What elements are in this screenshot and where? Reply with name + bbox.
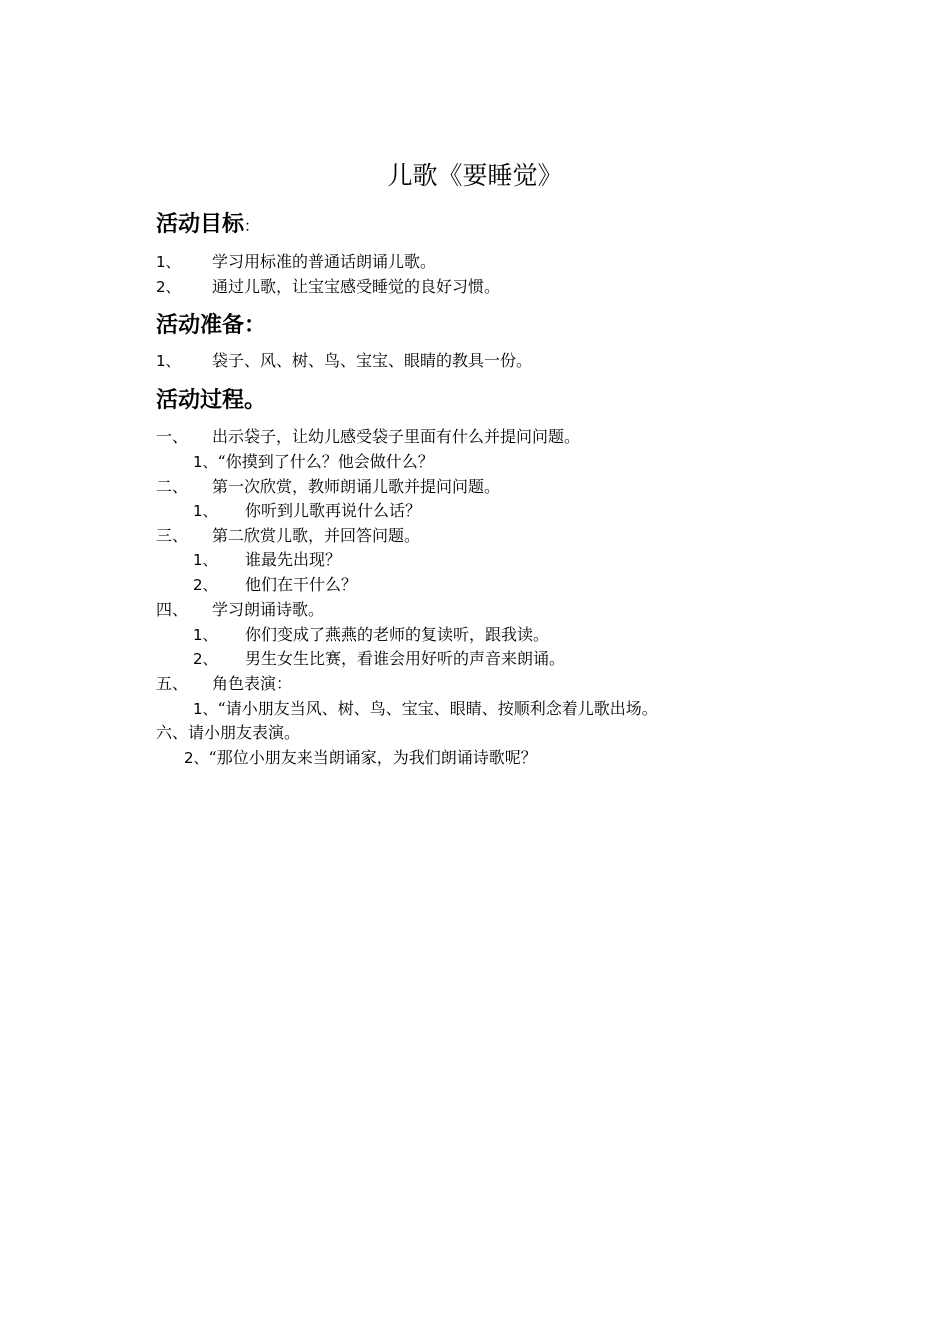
process-substep-text: “你摸到了什么？他会做什么？ bbox=[217, 452, 434, 471]
goals-item-number: 2、 bbox=[156, 278, 181, 296]
goals-heading-text: 活动目标 bbox=[156, 212, 245, 237]
goals-item bbox=[156, 276, 500, 298]
prep-heading: 活动准备： bbox=[156, 313, 267, 338]
process-substep-text: 他们在干什么？ bbox=[245, 575, 358, 594]
process-step-number: 二、 bbox=[156, 477, 189, 496]
process-substep bbox=[193, 549, 341, 571]
process-substep-text: “请小朋友当风、树、鸟、宝宝、眼睛、按顺利念着儿歌出场。 bbox=[217, 699, 658, 718]
process-heading: 活动过程。 bbox=[156, 388, 267, 413]
process-step-text: 第二欣赏儿歌，并回答问题。 bbox=[212, 526, 421, 545]
process-substep-text: 你们变成了燕燕的老师的复读听，跟我读。 bbox=[245, 625, 550, 644]
process-substep-text: 谁最先出现？ bbox=[245, 550, 342, 569]
process-substep bbox=[193, 648, 565, 670]
process-step-number: 五、 bbox=[156, 674, 189, 693]
process-substep-text: “那位小朋友来当朗诵家，为我们朗诵诗歌呢？ bbox=[208, 748, 537, 767]
goals-heading-colon: ： bbox=[244, 217, 260, 235]
goals-heading bbox=[156, 210, 259, 241]
process-substep bbox=[193, 698, 658, 720]
process-step-text: 角色表演： bbox=[212, 674, 293, 693]
process-step-number: 六、 bbox=[156, 723, 189, 742]
process-substep bbox=[193, 574, 357, 596]
process-step-text: 出示袋子，让幼儿感受袋子里面有什么并提问问题。 bbox=[212, 427, 581, 446]
process-step bbox=[156, 599, 324, 621]
process-step bbox=[156, 525, 420, 547]
process-step-number: 一、 bbox=[156, 427, 189, 446]
process-step-text: 学习朗诵诗歌。 bbox=[212, 600, 325, 619]
process-substep-text: 你听到儿歌再说什么话？ bbox=[245, 501, 422, 520]
process-substep bbox=[184, 747, 537, 769]
process-substep bbox=[193, 500, 421, 522]
goals-item-text: 通过儿歌，让宝宝感受睡觉的良好习惯。 bbox=[212, 277, 501, 296]
process-substep-number: 1、 bbox=[193, 626, 218, 644]
goals-item-text: 学习用标准的普通话朗诵儿歌。 bbox=[212, 252, 437, 271]
process-substep-number: 1、 bbox=[193, 700, 218, 718]
process-substep bbox=[193, 451, 434, 473]
process-substep-number: 2、 bbox=[193, 650, 218, 668]
document-title: 儿歌《要睡觉》 bbox=[387, 161, 563, 190]
goals-item-number: 1、 bbox=[156, 253, 181, 271]
process-step bbox=[156, 673, 292, 695]
process-substep-number: 1、 bbox=[193, 551, 218, 569]
process-substep-number: 1、 bbox=[193, 453, 218, 471]
process-substep-text: 男生女生比赛，看谁会用好听的声音来朗诵。 bbox=[245, 649, 566, 668]
prep-item-number: 1、 bbox=[156, 352, 181, 370]
process-step-number: 三、 bbox=[156, 526, 189, 545]
process-step bbox=[156, 426, 580, 448]
process-substep bbox=[193, 624, 549, 646]
process-substep-number: 2、 bbox=[193, 576, 218, 594]
process-substep-number: 1、 bbox=[193, 502, 218, 520]
process-step bbox=[156, 722, 300, 744]
goals-item bbox=[156, 251, 436, 273]
process-step bbox=[156, 476, 500, 498]
prep-item-text: 袋子、风、树、鸟、宝宝、眼睛的教具一份。 bbox=[212, 351, 533, 370]
process-substep-number: 2、 bbox=[184, 749, 209, 767]
process-step-text: 第一次欣赏，教师朗诵儿歌并提问问题。 bbox=[212, 477, 501, 496]
process-step-text: 请小朋友表演。 bbox=[188, 723, 301, 742]
prep-item bbox=[156, 350, 532, 372]
process-step-number: 四、 bbox=[156, 600, 189, 619]
